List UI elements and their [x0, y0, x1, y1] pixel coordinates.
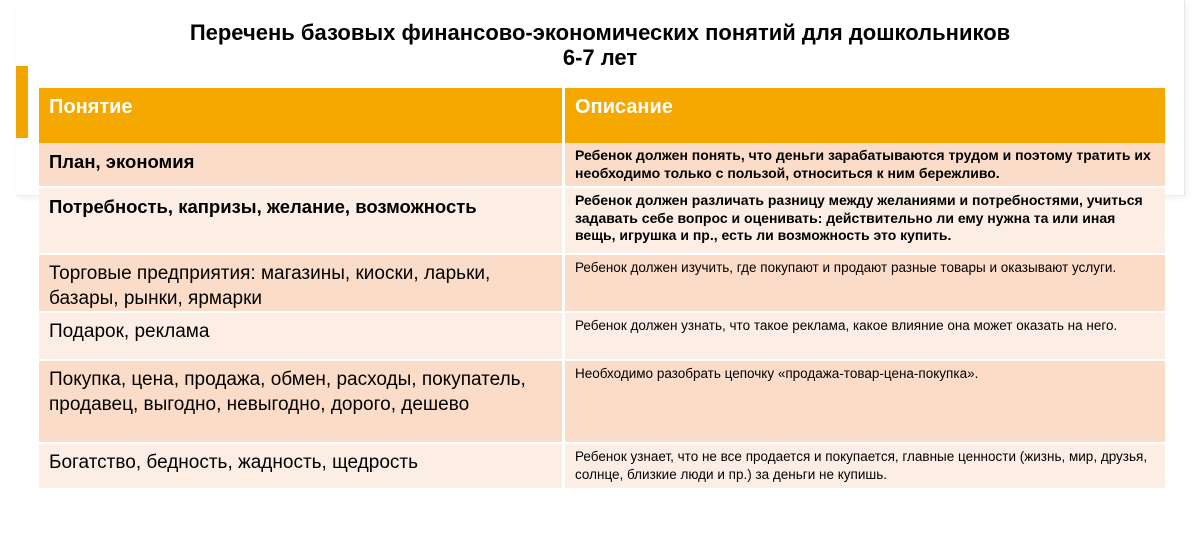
row-term: План, экономия [39, 143, 562, 188]
table-row [39, 361, 1165, 444]
table-row [39, 255, 1165, 313]
title-line-2: 6-7 лет [562, 45, 638, 70]
row-term: Покупка, цена, продажа, обмен, расходы, покупатель, продавец, выгодно, невыгодно, дорого, дешево [39, 361, 562, 444]
column-header-concept: Понятие [39, 88, 562, 143]
row-term: Богатство, бедность, жадность, щедрость [39, 444, 562, 490]
table-row [39, 313, 1165, 361]
row-term: Торговые предприятия: магазины, киоски, ларьки, базары, рынки, ярмарки [39, 255, 562, 313]
column-header-description: Описание [562, 88, 1165, 143]
row-term: Подарок, реклама [39, 313, 562, 361]
accent-bar [16, 66, 28, 138]
row-term: Потребность, капризы, желание, возможность [39, 188, 562, 255]
table-header-row [39, 88, 1165, 143]
concepts-table [39, 88, 1165, 490]
row-description: Необходимо разобрать цепочку «продажа-товар-цена-покупка». [562, 361, 1165, 444]
row-description: Ребенок должен изучить, где покупают и продают разные товары и оказывают услуги. [562, 255, 1165, 313]
row-description: Ребенок должен различать разницу между желаниями и потребностями, учиться задавать себе вопрос и оценивать: действительно ли ему нужна та или иная вещь, игрушка и пр., есть ли возможность это купить. [562, 188, 1165, 255]
row-description: Ребенок должен узнать, что такое реклама, какое влияние она может оказать на него. [562, 313, 1165, 361]
table-row [39, 143, 1165, 188]
table-row [39, 444, 1165, 490]
page-title [0, 20, 1200, 70]
row-description: Ребенок должен понять, что деньги зарабатываются трудом и поэтому тратить их необходимо только с пользой, относиться к ним бережливо. [562, 143, 1165, 188]
row-description: Ребенок узнает, что не все продается и покупается, главные ценности (жизнь, мир, друзья, солнце, близкие люди и пр.) за деньги не купишь. [562, 444, 1165, 490]
title-line-1: Перечень базовых финансово-экономических понятий для дошкольников [189, 20, 1011, 45]
table-row [39, 188, 1165, 255]
